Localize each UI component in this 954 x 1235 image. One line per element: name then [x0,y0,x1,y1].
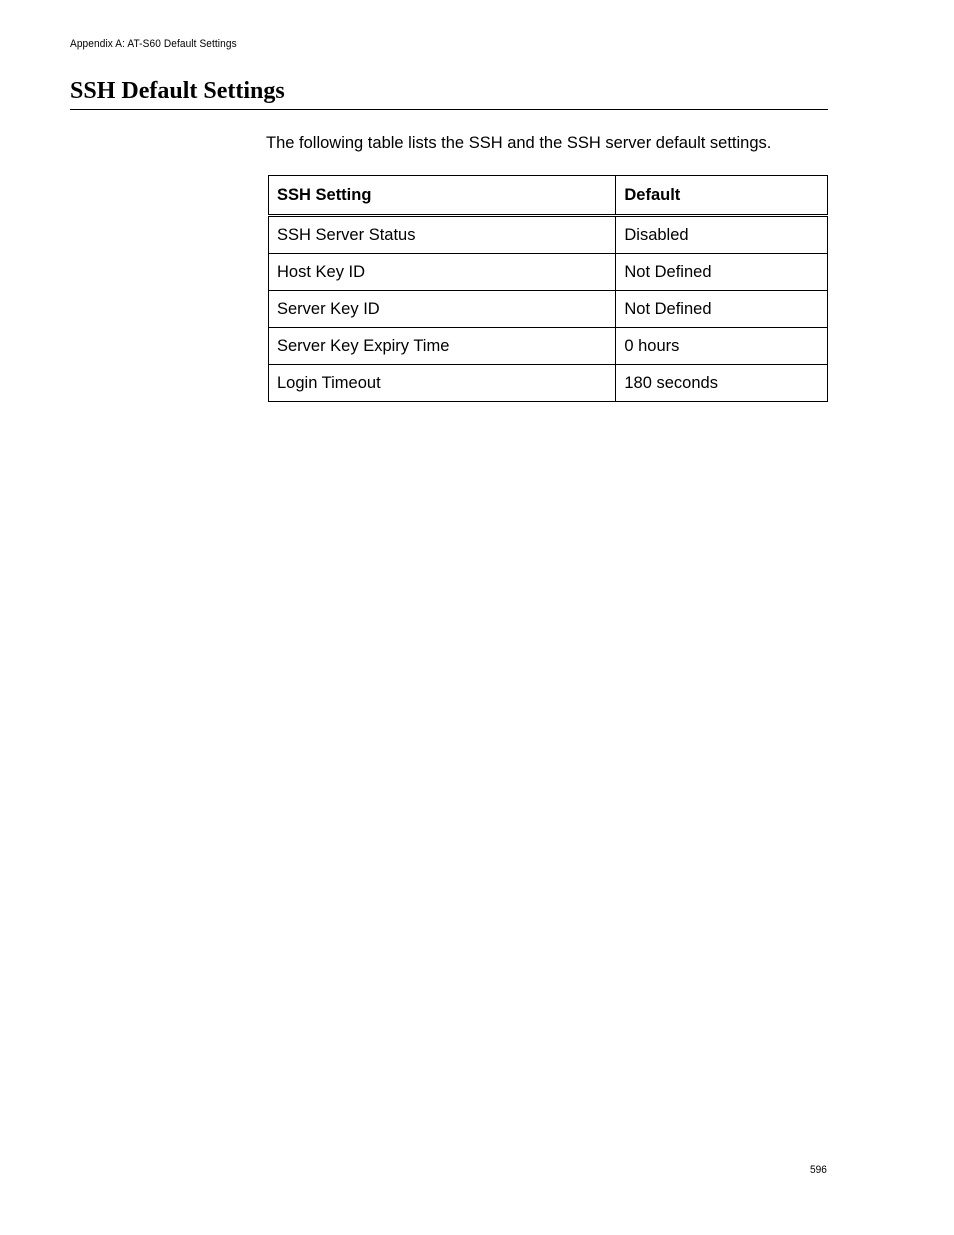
setting-cell: Host Key ID [269,254,616,291]
intro-paragraph: The following table lists the SSH and the SSH server default settings. [266,134,772,152]
default-cell: Disabled [616,216,828,254]
column-header-setting: SSH Setting [269,176,616,216]
default-cell: 180 seconds [616,365,828,402]
table-row [269,365,828,402]
title-rule [70,109,828,110]
setting-cell: Server Key Expiry Time [269,328,616,365]
default-cell: Not Defined [616,254,828,291]
setting-cell: Login Timeout [269,365,616,402]
table-row [269,328,828,365]
column-header-default: Default [616,176,828,216]
table-row [269,254,828,291]
page-number: 596 [810,1164,827,1176]
ssh-settings-table [268,175,828,402]
running-header: Appendix A: AT-S60 Default Settings [70,38,237,50]
section-title: SSH Default Settings [70,78,285,104]
table-row [269,216,828,254]
table-header-row [269,176,828,216]
default-cell: 0 hours [616,328,828,365]
setting-cell: SSH Server Status [269,216,616,254]
default-cell: Not Defined [616,291,828,328]
setting-cell: Server Key ID [269,291,616,328]
table-row [269,291,828,328]
